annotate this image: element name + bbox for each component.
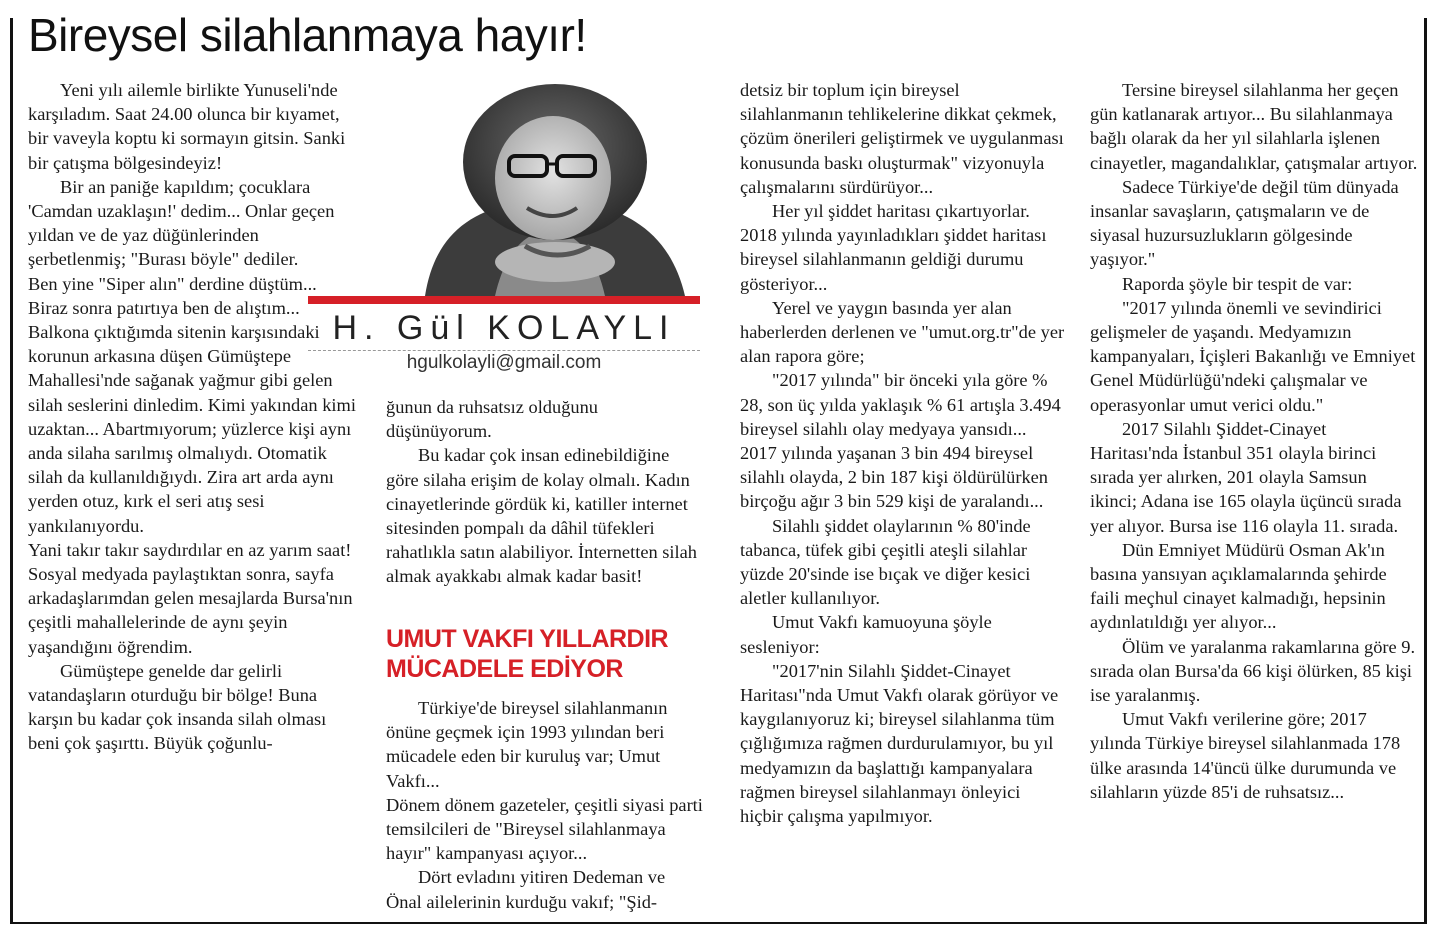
- paragraph: Dört evladını yitiren Dedeman ve Önal ailelerinin kurduğu vakıf; "Şid-: [386, 867, 666, 912]
- paragraph: 2017 Silahlı Şiddet-Cinayet Haritası'nda İstanbul 351 olayla birinci sırada yer alırken, 201 olayla Samsun ikinci; Adana ise 165 olayla üçüncü sırada yer alıyor. Bursa ise 116 olayla 11. sırada.: [1090, 418, 1402, 536]
- paragraph: Bu kadar çok insan edinebildiğine göre silaha erişim de kolay olmalı. Kadın cinayetlerinde gördük ki, katiller internet sitesinden pompalı da dâhil tüfekleri rahatlıkla satın alabiliyor. İnternetten silah almak ayakkabı almak kadar basit!: [386, 445, 698, 587]
- column-4: [1090, 78, 1418, 804]
- author-name: H. Gül KOLAYLI: [308, 306, 700, 351]
- column-1: [28, 78, 358, 756]
- byline-accent-bar: [308, 296, 700, 304]
- section-subheading: [386, 624, 668, 684]
- author-email[interactable]: hgulkolayli@gmail.com: [406, 352, 602, 373]
- paragraph: Sadece Türkiye'de değil tüm dünyada insanlar savaşların, çatışmaların ve de siyasal huzursuzlukların gölgesinde yaşıyor.": [1090, 176, 1399, 270]
- paragraph: "2017 yılında önemli ve sevindirici gelişmeler de yaşandı. Medyamızın kampanyaları, İçişleri Bakanlığı ve Emniyet Genel Müdürlüğü'ndeki çalışmalar ve operasyonlar umut verici oldu.": [1090, 297, 1416, 415]
- paragraph: Ölüm ve yaralanma rakamlarına göre 9. sırada olan Bursa'da 66 kişi ölürken, 85 kişi ise yaralanmış.: [1090, 636, 1416, 706]
- paragraph: Ben yine "Siper alın" derdine düştüm... Biraz sonra patırtıya ben de alıştım... Balkona çıktığımda sitenin karşısındaki korunun arkasına düşen Gümüştepe Mahallesi'nde sağanak yağmur gibi gelen silah seslerini dinledim. Kimi yakından kimi uzaktan... Abartmıyorum; yüzlerce kişi aynı anda silaha sarılmış olmalıydı. Otomatik silah da kullanıldığıydı. Zira art arda aynı yerden otuz, kırk el seri atış sesi yankılanıyordu.: [28, 273, 356, 536]
- paragraph: Dün Emniyet Müdürü Osman Ak'ın basına yansıyan açıklamalarında şehirde faili meçhul cinayet kalmadığı, hepsinin aydınlatıldığı yer alıyor...: [1090, 539, 1387, 633]
- paragraph: Yeni yılı ailemle birlikte Yunuseli'nde karşıladım. Saat 24.00 olunca bir kıyamet, bir vaveyla koptu ki sormayın gitsin. Sanki bir çatışma bölgesindeyiz!: [28, 80, 346, 173]
- paragraph: Umut Vakfı verilerine göre; 2017 yılında Türkiye bireysel silahlanmada 178 ülke arasında 14'üncü ülke durumunda ve silahların yüzde 85'i de ruhsatsız...: [1090, 709, 1401, 802]
- paragraph: detsiz bir toplum için bireysel silahlanmanın tehlikelerine dikkat çekmek, çözüm önerileri geliştirmek ve uygulanması konusunda baskı oluşturmak" vizyonuyla çalışmalarını sürdürüyor...: [740, 80, 1064, 197]
- paragraph: "2017 yılında" bir önceki yıla göre % 28, son üç yılda yaklaşık % 61 artışla 3.494 bireysel silahlı olay medyaya yansıdı... 2017 yılında yaşanan 3 bin 494 bireysel silahlı olayda, 2 bin 187 kişi öldürülürken birçoğu ağır 3 bin 529 kişi de yaralandı...: [740, 370, 1061, 512]
- paragraph: Türkiye'de bireysel silahlanmanın önüne geçmek için 1993 yılından beri mücadele eden bir kuruluş var; Umut Vakfı...: [386, 698, 668, 791]
- left-rule: [10, 18, 13, 924]
- subheading-line: UMUT VAKFI YILLARDIR: [386, 625, 669, 653]
- paragraph: Dönem dönem gazeteler, çeşitli siyasi parti temsilcileri de "Bireysel silahlanmaya hayır" kampanyası açıyor...: [386, 794, 703, 864]
- paragraph: ğunun da ruhsatsız olduğunu düşünüyorum.: [386, 397, 598, 442]
- right-rule: [1424, 18, 1427, 924]
- paragraph: Gümüştepe genelde dar gelirli vatandaşların oturduğu bir bölge! Buna karşın bu kadar çok insanda silah olması beni çok şaşırttı. Büyük çoğunlu-: [28, 660, 327, 754]
- paragraph: Bir an paniğe kapıldım; çocuklara 'Camdan uzaklaşın!' dedim... Onlar geçen yıldan ve de yaz düğünlerinden şerbetlenmiş; "Burası böyle" dediler.: [28, 176, 335, 270]
- paragraph: Yani takır takır saydırdılar en az yarım saat!: [28, 539, 352, 560]
- paragraph: "2017'nin Silahlı Şiddet-Cinayet Haritası"nda Umut Vakfı olarak görüyor ve kaygılanıyoruz ki; bireysel silahlanma tüm çığlığımıza rağmen durdurulamıyor, bu yıl medyamızın da başlattığı kampanyalara rağmen bireysel silahlanmayı önleyici hiçbir çalışma yapılmıyor.: [740, 660, 1059, 827]
- article-title: Bireysel silahlanmaya hayır!: [28, 9, 587, 61]
- paragraph: Raporda şöyle bir tespit de var:: [1122, 273, 1353, 294]
- column-2: [386, 395, 704, 589]
- subheading-line: MÜCADELE EDİYOR: [386, 655, 623, 683]
- paragraph: Umut Vakfı kamuoyuna şöyle sesleniyor:: [740, 612, 992, 657]
- column-2-continued: [386, 696, 704, 914]
- paragraph: Tersine bireysel silahlanma her geçen gün katlanarak artıyor... Bu silahlanmaya bağlı olarak da her yıl silahlarla işlenen cinayetler, magandalıklar, çatışmalar artıyor.: [1090, 80, 1418, 173]
- bottom-rule: [10, 922, 1427, 924]
- author-photo: [405, 82, 695, 296]
- paragraph: Her yıl şiddet haritası çıkartıyorlar. 2018 yılında yayınladıkları şiddet haritası bireysel silahlanmanın geldiği durumu gösteriyor...: [740, 201, 1047, 294]
- column-3: [740, 78, 1066, 828]
- paragraph: Sosyal medyada paylaştıktan sonra, sayfa arkadaşlarımdan gelen mesajlarda Bursa'nın çeşitli mahallelerinde de aynı şeyin yaşandığını öğrendim.: [28, 564, 353, 657]
- paragraph: Silahlı şiddet olaylarının % 80'inde tabanca, tüfek gibi çeşitli ateşli silahlar yüzde 20'sinde ise bıçak ve diğer kesici aletler kullanılıyor.: [740, 515, 1031, 609]
- paragraph: Yerel ve yaygın basında yer alan haberlerden derlenen ve "umut.org.tr"de yer alan rapora göre;: [740, 297, 1065, 367]
